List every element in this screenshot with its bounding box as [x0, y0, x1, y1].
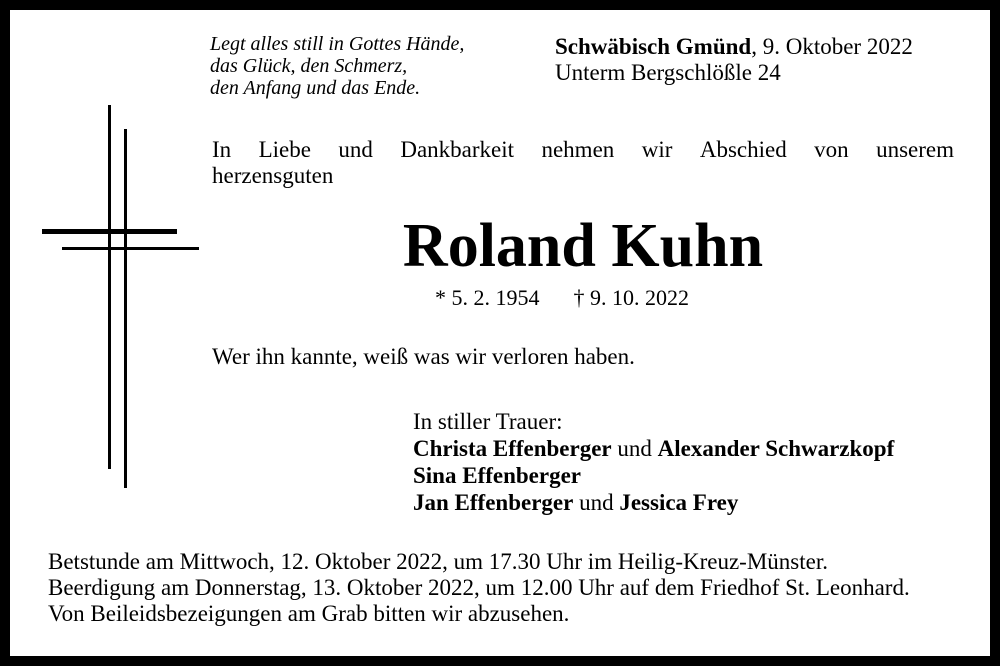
mourner-name: Jessica Frey	[619, 490, 739, 515]
notice-date: , 9. Oktober 2022	[751, 34, 913, 59]
intro-word: von	[814, 137, 849, 162]
intro-word: und	[338, 137, 373, 162]
intro-word: In	[212, 137, 232, 162]
mourner-line	[413, 435, 894, 462]
mourner-conjunction: und	[573, 490, 620, 515]
mourners-block	[413, 408, 894, 516]
mourner-name: Christa Effenberger	[413, 436, 612, 461]
motto-line: das Glück, den Schmerz,	[210, 55, 408, 77]
intro-word: Abschied	[699, 137, 787, 162]
mourner-line	[413, 462, 894, 489]
intro-word: unserem	[876, 137, 954, 162]
intro-text	[212, 137, 954, 189]
birth-date: * 5. 2. 1954	[435, 285, 540, 310]
funeral-line: Beerdigung am Donnerstag, 13. Oktober 2022, um 12.00 Uhr auf dem Friedhof St. Leonhard.	[48, 575, 910, 600]
service-info	[48, 549, 910, 627]
saying: Wer ihn kannte, weiß was wir verloren haben.	[212, 344, 635, 369]
mourner-name: Jan Effenberger	[413, 490, 574, 515]
motto-line: Legt alles still in Gottes Hände,	[210, 33, 465, 55]
deceased-name: Roland Kuhn	[402, 212, 764, 280]
motto-line: den Anfang und das Ende.	[210, 77, 421, 99]
mourner-name: Alexander Schwarzkopf	[657, 436, 895, 461]
prayer-service-line: Betstunde am Mittwoch, 12. Oktober 2022, um 17.30 Uhr im Heilig-Kreuz-Münster.	[48, 549, 828, 574]
motto-verse	[210, 33, 464, 99]
mourners-heading: In stiller Trauer:	[413, 409, 563, 434]
intro-line-2: herzensguten	[212, 163, 334, 188]
intro-word: nehmen	[541, 137, 615, 162]
intro-word: wir	[641, 137, 673, 162]
city: Schwäbisch Gmünd	[555, 34, 752, 59]
death-date: † 9. 10. 2022	[573, 285, 689, 310]
intro-word: Liebe	[258, 137, 311, 162]
condolence-note: Von Beileidsbezeigungen am Grab bitten wir abzusehen.	[48, 601, 570, 626]
mourner-name: Sina Effenberger	[413, 463, 582, 488]
intro-line-1	[212, 137, 954, 163]
mourner-line	[413, 489, 894, 516]
place-date-line	[555, 34, 913, 60]
intro-word: Dankbarkeit	[400, 137, 515, 162]
life-dates	[435, 285, 689, 311]
cross-icon	[40, 105, 205, 495]
mourner-conjunction: und	[611, 436, 658, 461]
address: Unterm Bergschlößle 24	[555, 60, 781, 85]
place-and-date	[555, 34, 913, 86]
